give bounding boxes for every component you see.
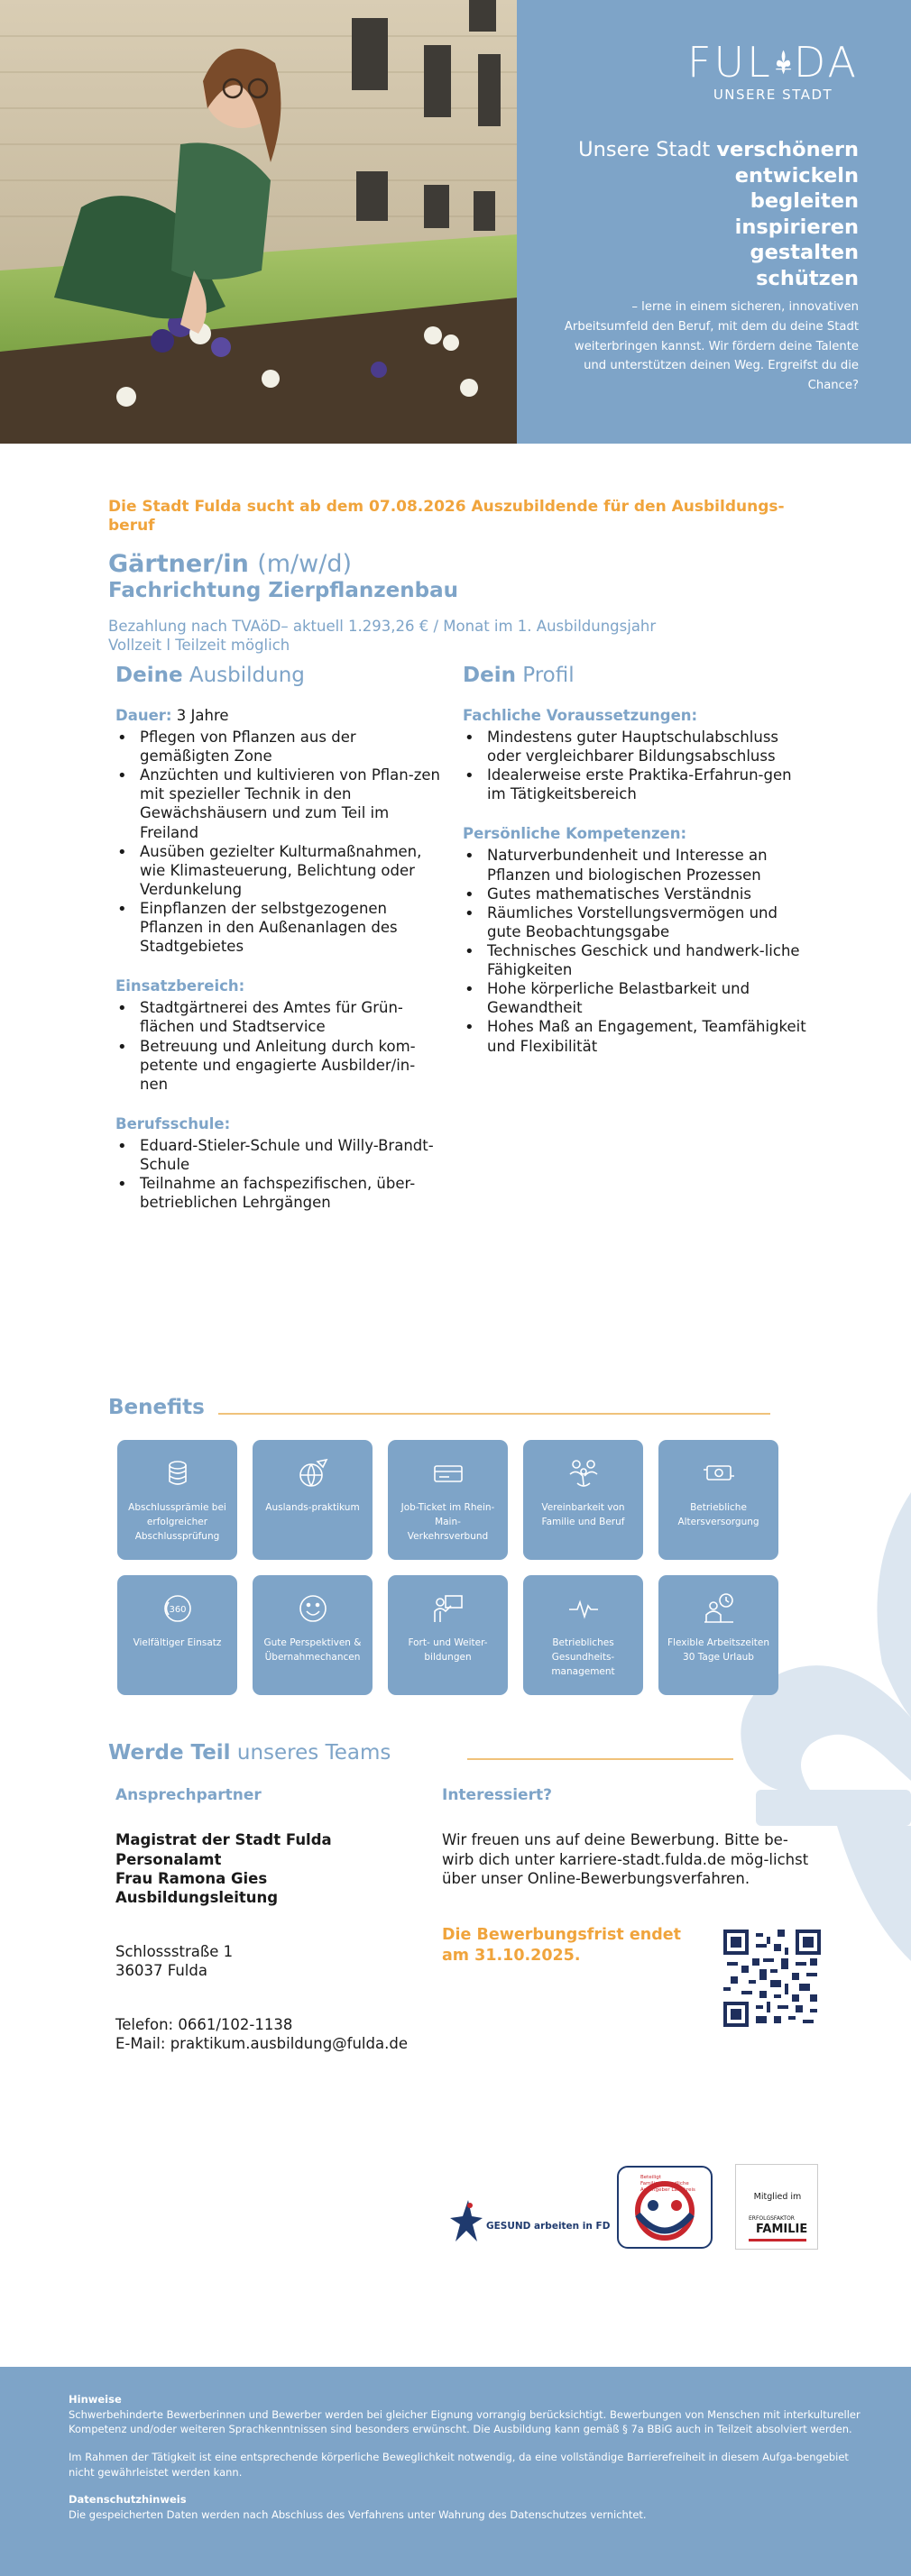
familienfreundlich-text: Beteiligt Familienfreundliche Arbeitgeber Landkreis [640,2175,695,2193]
benefit-card [388,1440,508,1560]
footer-heading-datenschutz: Datenschutzhinweis [69,2493,187,2507]
benefits-title: Benefits [108,1396,205,1419]
gesund-arbeiten-logo [448,2196,611,2247]
logo-word-left: FUL [687,38,773,87]
benefit-card [523,1440,643,1560]
footer-heading-hinweise: Hinweise [69,2393,122,2406]
list-item: • Stadtgärtnerei des Amtes für Grün-flächen und Stadtservice [115,998,440,1036]
profil-heading [463,664,814,687]
team-title-bold: Werde Teil [108,1741,231,1765]
famil-big-text: FAMILIE [756,2223,808,2236]
heading-bold: Dein [463,664,516,687]
list-item: • Pflegen von Pflanzen aus der gemäßigten Zone [115,728,440,765]
erfolgsfaktor-familie-logo [735,2164,818,2250]
benefit-card [117,1575,237,1695]
person-clock-icon [702,1591,736,1626]
footer-paragraph: Im Rahmen der Tätigkeit ist eine entsprechende körperliche Beweglichkeit notwendig, da eine vollständige Barrierefreiheit in diesem Aufga-bengebiet nicht gewährleistet werden kann. [69,2451,849,2479]
benefit-card [253,1440,373,1560]
benefit-label: Auslands-praktikum [265,1502,360,1513]
footer-paragraph: Schwerbehinderte Bewerberinnen und Bewerber werden bei gleicher Eignung vorrangig berücksichtigt. Bewerbungen von Menschen mit interkultureller Kompetenz und/oder weiteren Sprachkenntnissen sind besonders erwünscht. Die Ausbildung kann gemäß § 7a BBiG auch in Teilzeit absolviert werden. [69,2407,860,2436]
worktime-line: Vollzeit l Teilzeit möglich [108,637,290,655]
heading-rest: Ausbildung [182,664,305,687]
team-title [108,1741,391,1765]
footer-paragraph: Die gespeicherten Daten werden nach Abschluss des Verfahrens unter Wahrung des Datenschutzes vernichtet. [69,2508,647,2522]
benefit-label: Vielfältiger Einsatz [133,1637,222,1648]
schule-list [115,1136,440,1212]
money-icon [702,1456,736,1490]
gesund-text: GESUND arbeiten in FD [486,2221,611,2232]
familienfreundlich-logo [617,2166,713,2249]
logo-word-right: DA [793,38,859,87]
list-item: • Eduard-Stieler-Schule und Willy-Brandt-Schule [115,1136,440,1174]
org-line: Ausbildungsleitung [115,1889,279,1907]
job-title-text: Gärtner/in [108,550,249,578]
teacher-board-icon [431,1591,465,1626]
list-item: • Hohes Maß an Engagement, Teamfähigkeit und Flexibilität [463,1017,814,1055]
star-figure-icon [448,2196,484,2247]
einsatz-label: Einsatzbereich: [115,977,245,995]
list-item: • Teilnahme an fachspezifischen, über-betrieblichen Lehrgängen [115,1174,440,1212]
benefit-label: Betriebliche Altersversorgung [677,1502,759,1527]
team-divider [467,1758,733,1760]
dauer-label-text: Dauer: [115,707,172,724]
pers-label: Persönliche Kompetenzen: [463,825,687,843]
benefit-card [658,1575,778,1695]
list-item: • Technisches Geschick und handwerk-liche Fähigkeiten [463,941,814,979]
benefit-label: Vereinbarkeit von Familie und Beruf [541,1502,625,1527]
family-icon [566,1456,601,1490]
fach-list [463,728,814,803]
interest-block [442,1785,812,1888]
schule-label: Berufsschule: [115,1114,231,1132]
fleur-de-lis-icon [775,41,792,83]
qr-code-icon[interactable] [723,1930,821,2027]
list-item: • Mindestens guter Hauptschulabschluss oder vergleichbarer Bildungsabschluss [463,728,814,765]
city: 36037 Fulda [115,1962,207,1980]
slogan-prefix: Unsere Stadt [578,138,717,161]
360-icon [161,1591,195,1626]
benefits-grid [117,1440,780,1695]
famil-bar [749,2239,806,2241]
org-line: Magistrat der Stadt Fulda [115,1831,332,1849]
contact-label: Ansprechpartner [115,1786,262,1804]
benefit-label: Job-Ticket im Rhein-Main-Verkehrsverbund [400,1502,495,1542]
benefit-card [253,1575,373,1695]
svg-text:360: 360 [168,1605,187,1615]
benefit-card [523,1575,643,1695]
dauer-list [115,728,440,956]
slogan-word: inspirieren [734,215,859,239]
list-item: • Betreuung und Anleitung durch kom-petente und engagierte Ausbilder/in-nen [115,1037,440,1094]
list-item: • Einpflanzen der selbstgezogenen Pflanzen in den Außenanlagen des Stadtgebietes [115,899,440,956]
ausbildung-column [115,664,440,1212]
gardener-photo-illustration [0,0,517,444]
email[interactable]: E-Mail: praktikum.ausbildung@fulda.de [115,2035,408,2053]
intro-headline: Die Stadt Fulda sucht ab dem 07.08.2026 Auszubildende für den Ausbildungs-beruf [108,498,785,536]
logo-subtitle: UNSERE STADT [713,87,833,103]
pay-info [108,617,656,655]
list-item: • Idealerweise erste Praktika-Erfahrun-gen im Tätigkeitsbereich [463,765,814,803]
famil-member-text: Mitglied im [753,2192,802,2202]
footer [0,2367,911,2576]
famil-small-text: ERFOLGSFAKTOR [749,2215,795,2222]
dauer-value: 3 Jahre [171,707,229,724]
profil-column [463,664,814,1056]
family-circle-icon [617,2166,713,2249]
slogan-word: begleiten [750,189,859,214]
benefit-label: Abschlussprämie bei erfolgreicher Abschlussprüfung [128,1502,226,1542]
list-item: • Räumliches Vorstellungsvermögen und gute Beobachtungsgabe [463,903,814,941]
slogan-word: schützen [756,266,859,290]
interest-label: Interessiert? [442,1786,552,1804]
benefit-label: Betriebliches Gesundheits-management [551,1637,615,1677]
coin-stack-icon [161,1456,195,1490]
benefit-card [658,1440,778,1560]
ticket-icon [431,1456,465,1490]
benefit-label: Flexible Arbeitszeiten 30 Tage Urlaub [667,1637,769,1663]
pay-line: Bezahlung nach TVAöD– aktuell 1.293,26 € / Monat im 1. Ausbildungsjahr [108,618,657,635]
smiley-icon [296,1591,330,1626]
benefits-divider [218,1413,770,1415]
interest-text: Wir freuen uns auf deine Bewerbung. Bitte be-wirb dich unter karriere-stadt.fulda.de mög-lichst über unser Online-Bewerbungsverfahren. [442,1831,809,1887]
job-subtitle: Fachrichtung Zierpflanzenbau [108,579,458,602]
ausbildung-heading [115,664,440,687]
hero-photo [0,0,517,444]
list-item: • Naturverbundenheit und Interesse an Pflanzen und biologischen Prozessen [463,846,814,884]
list-item: • Anzüchten und kultivieren von Pflan-zen mit spezieller Technik in den Gewächshäusern und zum Teil im Freiland [115,765,440,841]
slogan [578,137,859,291]
contact-block [115,1785,458,2054]
slogan-word: entwickeln [734,163,859,188]
deadline: Die Bewerbungsfrist endet am 31.10.2025. [442,1926,681,1965]
hero-banner [0,0,911,444]
fulda-logo [687,38,859,103]
dauer-label [115,707,440,724]
fach-label: Fachliche Voraussetzungen: [463,707,698,724]
list-item: • Ausüben gezielter Kulturmaßnahmen, wie Klimasteuerung, Belichtung oder Verdunkelung [115,842,440,899]
list-item: • Gutes mathematisches Verständnis [463,885,814,903]
heading-bold: Deine [115,664,183,687]
org-line: Personalamt [115,1850,222,1868]
job-title [108,550,352,578]
job-title-suffix: (m/w/d) [257,550,352,578]
slogan-word: verschönern [716,138,859,161]
benefit-label: Gute Perspektiven & Übernahmechancen [263,1637,362,1663]
street: Schlossstraße 1 [115,1942,234,1960]
hero-panel [517,0,911,444]
heading-rest: Profil [515,664,575,687]
team-title-rest: unseres Teams [230,1741,391,1765]
pers-list [463,846,814,1055]
slogan-word: gestalten [750,241,859,265]
globe-plane-icon [296,1456,330,1490]
benefit-label: Fort- und Weiter-bildungen [408,1637,488,1663]
benefit-card [117,1440,237,1560]
benefit-card [388,1575,508,1695]
list-item: • Hohe körperliche Belastbarkeit und Gewandtheit [463,979,814,1017]
phone: Telefon: 0661/102-1138 [115,2015,293,2033]
heartbeat-icon [566,1591,601,1626]
org-line: Frau Ramona Gies [115,1869,268,1887]
hero-text: – lerne in einem sicheren, innovativen Arbeitsumfeld den Beruf, mit dem du deine Stadt weiterbringen kannst. Wir fördern deine Talente und unterstützen deinen Weg. Ergreifst du die Chance? [564,300,859,393]
einsatz-list [115,998,440,1094]
